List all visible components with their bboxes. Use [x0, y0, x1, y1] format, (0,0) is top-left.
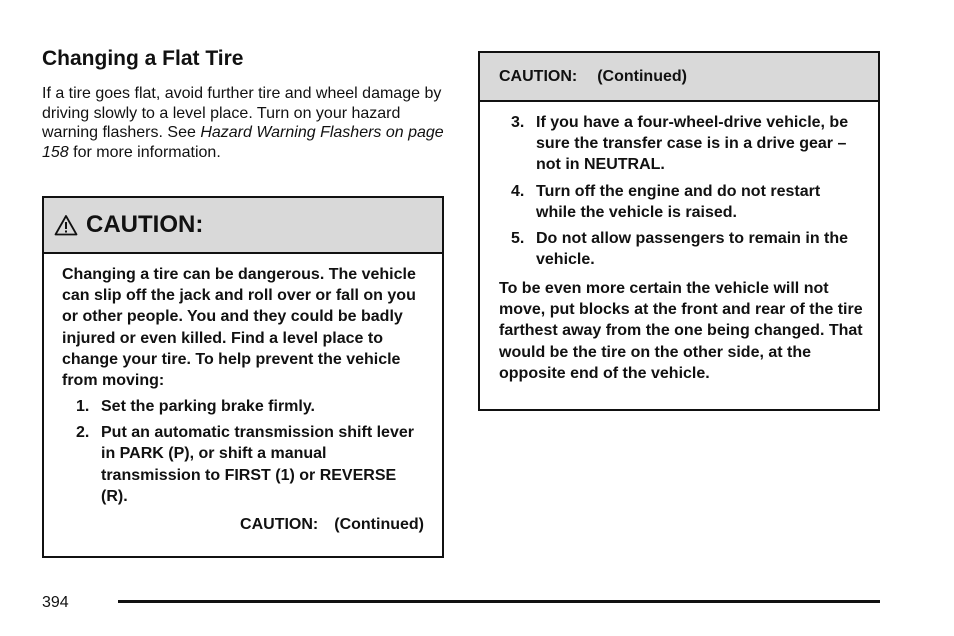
caution-steps: [76, 396, 416, 512]
step-number: 5.: [511, 230, 525, 248]
caution-header: [44, 198, 442, 254]
continued-marker: (Continued): [597, 67, 687, 85]
list-item: [511, 181, 861, 223]
caution-body: Changing a tire can be dangerous. The vehicle can slip off the jack and roll over or fall on you or other people. You and they could be badly injured or even killed. Find a level place to change your tire. To help prevent the vehicle from moving:: [62, 266, 416, 390]
step-text: Put an automatic transmission shift lever in PARK (P), or shift a manual transmission to FIRST (1) or REVERSE (R).: [101, 424, 414, 505]
list-item: [511, 112, 861, 176]
continued-label: CAUTION:: [240, 516, 319, 533]
intro-text-after: for more information.: [68, 143, 221, 161]
caution-continued-footer: [240, 516, 424, 534]
step-text: Do not allow passengers to remain in the vehicle.: [536, 230, 849, 269]
step-number: 3.: [511, 114, 525, 131]
section-title: Changing a Flat Tire: [42, 47, 244, 70]
caution-continued-box: [478, 51, 880, 411]
intro-paragraph: [42, 84, 452, 162]
continued-marker: (Continued): [334, 516, 424, 533]
intro-text-before: If a tire goes flat, avoid further tire and wheel damage by driving slowly to a level place. Turn on your hazard warning flashers. See: [42, 85, 442, 142]
step-number: 1.: [76, 398, 90, 415]
caution-continued-body: To be even more certain the vehicle will not move, put blocks at the front and rear of the tire farthest away from the one being changed. That would be the tire on the other side, at the opposite end of the vehicle.: [499, 280, 863, 382]
caution-continued-header: [480, 53, 878, 102]
list-item: [76, 422, 416, 507]
caution-heading: CAUTION:: [86, 211, 204, 238]
page-number: 394: [42, 594, 69, 611]
step-number: 4.: [511, 182, 525, 200]
list-item: [76, 396, 416, 417]
step-number: 2.: [76, 424, 90, 442]
step-text: If you have a four-wheel-drive vehicle, be sure the transfer case is in a drive gear – not in NEUTRAL.: [536, 114, 849, 174]
cross-reference-link[interactable]: Hazard Warning Flashers on page 158: [42, 124, 444, 161]
step-text: Turn off the engine and do not restart while the vehicle is raised.: [536, 182, 821, 221]
step-text: Set the parking brake firmly.: [101, 398, 315, 415]
caution-steps-continued: [511, 112, 861, 275]
caution-box: [42, 196, 444, 558]
footer-rule: [118, 600, 880, 603]
warning-triangle-icon: [54, 214, 78, 236]
list-item: [511, 228, 861, 270]
caution-label: CAUTION:: [499, 67, 578, 85]
